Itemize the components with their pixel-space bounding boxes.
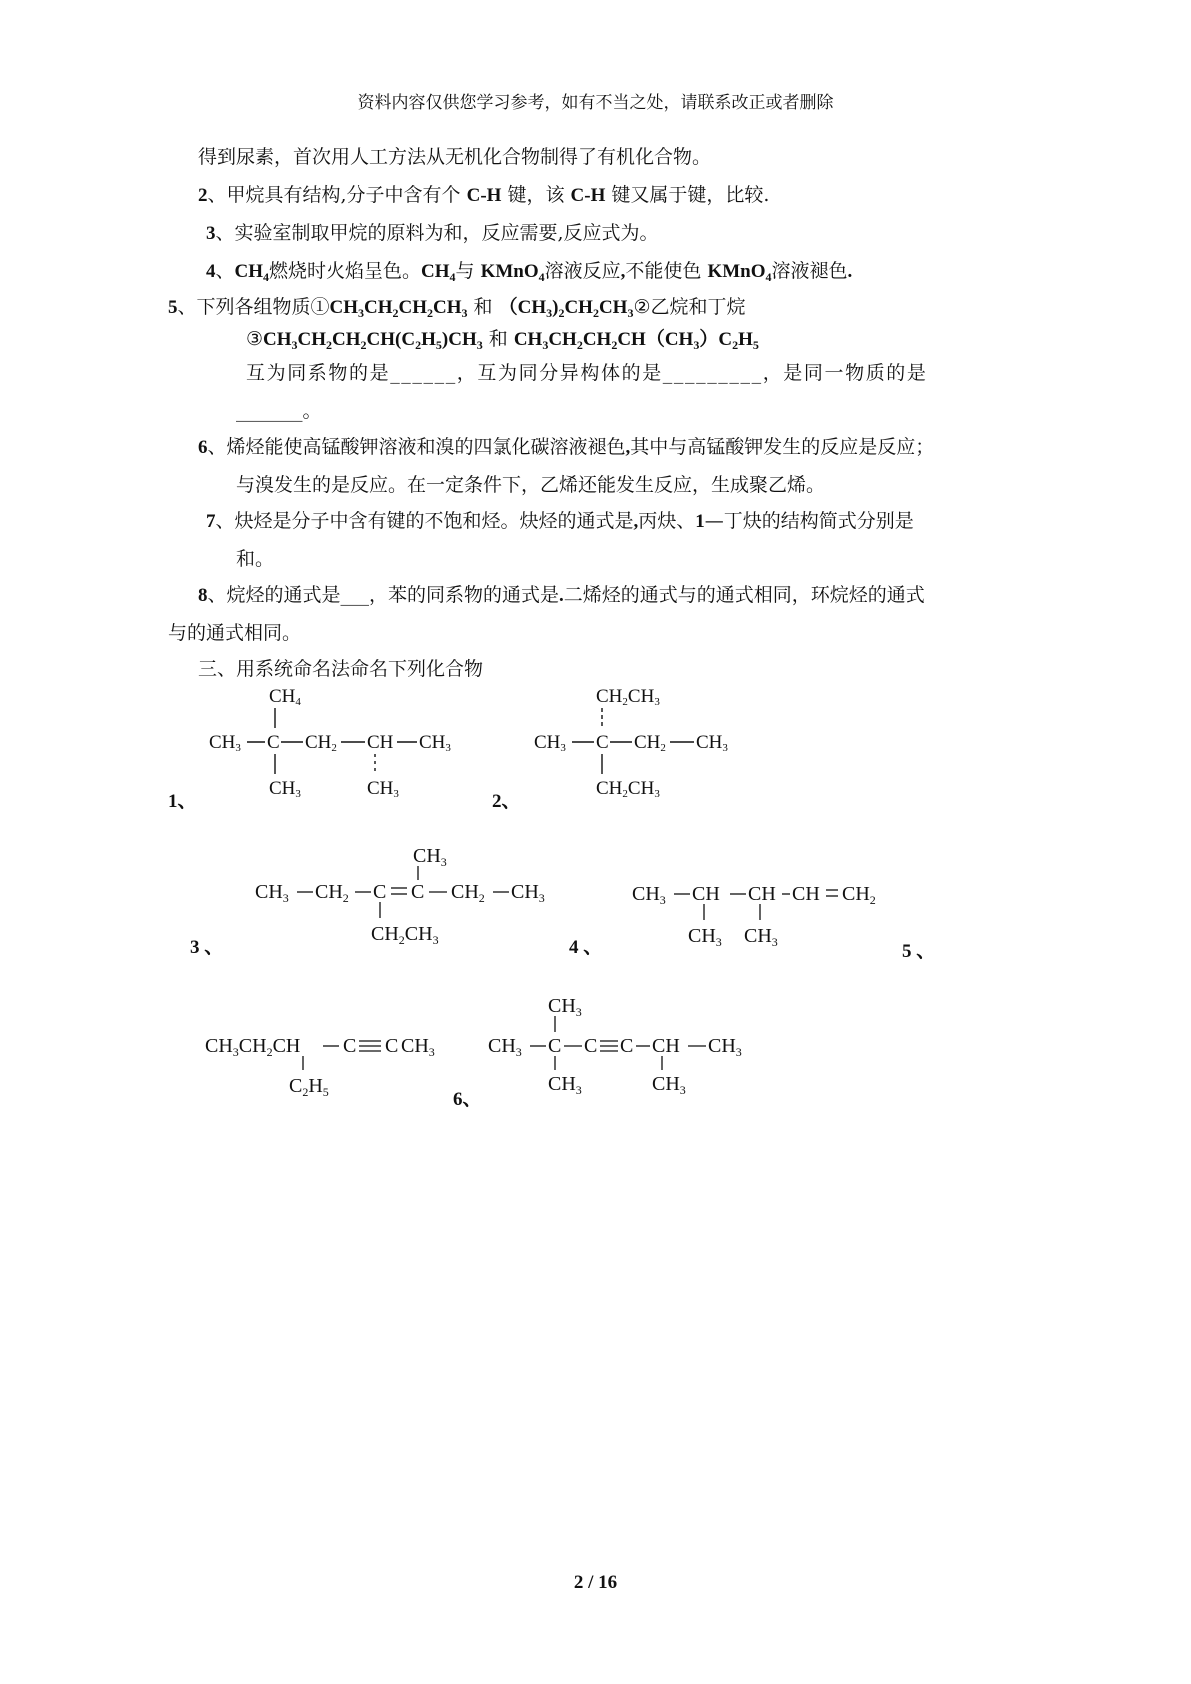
q2-bond2: C-H: [570, 185, 606, 206]
question-5-blanks: 互为同系物的是______，互为同分异构体的是_________，是同一物质的是: [246, 362, 928, 384]
q4-t1: 燃烧时火焰呈色。: [269, 260, 422, 282]
q6-number: 6: [198, 437, 208, 458]
svg-text:C: C: [620, 1035, 634, 1057]
label-4: 4 、: [569, 937, 603, 958]
q5-t1: 、下列各组物质①: [177, 296, 330, 318]
svg-text:CH3: $CH_3$: [401, 1035, 435, 1059]
q2-text: 、甲烷具有结构,分子中含有个: [207, 184, 467, 206]
page-number: 2 / 16: [573, 1572, 618, 1593]
q8-t2: 二烯烃的通式与的通式相同，环烷烃的通式: [563, 584, 925, 606]
svg-text:CH3: $CH_3$: [632, 883, 666, 907]
q4-t4: 不能使色: [625, 260, 708, 282]
q7-t1: 、炔烃是分子中含有键的不饱和烃。炔烃的通式是: [215, 510, 634, 532]
svg-text:C: C: [385, 1035, 399, 1057]
section-3-heading: 三、用系统命名法命名下列化合物: [198, 658, 484, 680]
q7-number: 7: [206, 511, 216, 532]
q4-sub-d: 4: [765, 270, 772, 284]
q8-number: 8: [198, 585, 208, 606]
svg-text:CH3: CH3: [269, 778, 301, 800]
label-2: 2、: [492, 791, 521, 812]
svg-text:CH2: CH2: [305, 732, 337, 754]
q4-kmno4: KMnO: [480, 261, 539, 282]
label-1: 1、: [168, 791, 197, 812]
svg-text:CH3: $CH_3$: [511, 881, 545, 905]
svg-text:CH3: CH3: [209, 732, 241, 754]
svg-text:CH3: $CH_3$: [744, 925, 778, 949]
svg-text:CH: CH: [367, 732, 394, 753]
question-5-blank-end: _______。: [236, 400, 322, 422]
svg-text:CH: CH: [652, 1035, 680, 1057]
q5-formula-4: $CH_3CH_2CH_2CH(CH_3)C_2H_5$: [513, 329, 759, 352]
q4-sub-c: 4: [538, 270, 545, 284]
q5-number: 5: [168, 297, 178, 318]
q4-ch: CH: [234, 261, 264, 282]
q5-and: 和: [467, 296, 499, 318]
svg-text:CH2CH3: CH2CH3: [596, 778, 660, 800]
svg-text:CH: CH: [792, 883, 820, 905]
svg-text:CH3: CH3: [419, 732, 451, 754]
q2-text2: 键，该: [501, 184, 571, 206]
svg-text:C2H5: $C_2H_5$: [289, 1075, 329, 1099]
structure-4: [632, 870, 892, 950]
svg-text:C: C: [584, 1035, 598, 1057]
q2-text3: 键又属于键，比较.: [605, 184, 770, 206]
question-4: [206, 258, 852, 285]
svg-text:CH2: CH2: [634, 732, 666, 754]
q5-circle-3: ③: [246, 328, 264, 350]
q4-sub-b: 4: [449, 270, 456, 284]
svg-text:CH3: $CH_3$: [708, 1035, 742, 1059]
svg-text:CH3: $CH_3$: [255, 881, 289, 905]
svg-text:C: C: [343, 1035, 357, 1057]
question-6-line1: [198, 434, 934, 461]
svg-text:CH3: $CH_3$: [652, 1073, 686, 1097]
q5-t2: ②乙烷和丁烷: [633, 296, 746, 318]
structure-5: [205, 1024, 455, 1104]
svg-text:CH3CH2CH: $CH_3CH_2CH$: [205, 1035, 301, 1059]
svg-text:CH2CH3: $CH_2CH_3$: [371, 923, 439, 947]
q3-number: 3: [206, 223, 216, 244]
question-5-line1: [168, 294, 746, 321]
svg-text:CH3: CH3: [696, 732, 728, 754]
svg-text:C: C: [596, 732, 609, 753]
svg-text:C: C: [411, 881, 425, 903]
label-6: 6、: [453, 1089, 482, 1110]
question-8-line2: 与的通式相同。: [168, 622, 302, 644]
question-3: [206, 220, 659, 247]
q4-t5: 溶液褪色: [771, 260, 848, 282]
q3-text: 、实验室制取甲烷的原料为和，反应需要,反应式为。: [215, 222, 659, 244]
svg-text:CH: CH: [692, 883, 720, 905]
svg-text:CH3: $CH_3$: [548, 995, 582, 1019]
svg-text:C: C: [548, 1035, 562, 1057]
question-2: [198, 182, 769, 209]
q6-t1: 、烯烃能使高锰酸钾溶液和溴的四氯化碳溶液褪色: [207, 436, 626, 458]
q4-number: 4: [206, 261, 216, 282]
q7-one: 1: [695, 511, 705, 532]
paragraph-line-1: 得到尿素，首次用人工方法从无机化合物制得了有机化合物。: [198, 146, 712, 168]
q5-formula-1: $CH_3CH_2CH_2CH_3$: [329, 297, 468, 320]
q4-ch-b: CH: [421, 261, 450, 282]
q4-comma: ,: [620, 261, 626, 282]
svg-text:CH2: $CH_2$: [842, 883, 876, 907]
svg-text:CH3: CH3: [367, 778, 399, 800]
svg-text:C: C: [373, 881, 387, 903]
q6-t2: 其中与高锰酸钾发生的反应是反应；: [630, 436, 935, 458]
question-7-line2: 和。: [236, 548, 275, 570]
svg-text:CH3: CH3: [534, 732, 566, 754]
svg-text:CH2CH3: CH2CH3: [596, 686, 660, 708]
question-8-line1: [198, 582, 925, 609]
q5-formula-2: $(CH_3)_2CH_2CH_3$: [498, 297, 634, 320]
question-7-line1: [206, 508, 914, 535]
label-3: 3 、: [190, 937, 224, 958]
q8-t1: 、烷烃的通式是___，苯的同系物的通式是: [207, 584, 560, 606]
q8-dot: .: [559, 585, 564, 606]
q4-kmno4-b: KMnO: [707, 261, 766, 282]
q7-t2: 丙炔、: [638, 510, 696, 532]
q4-sub: 4: [263, 270, 270, 284]
svg-text:C: C: [267, 732, 280, 753]
q2-number: 2: [198, 185, 208, 206]
svg-text:CH4: CH4: [269, 686, 301, 708]
svg-text:CH3: $CH_3$: [488, 1035, 522, 1059]
label-5: 5 、: [902, 941, 936, 962]
q6-comma: ,: [625, 437, 631, 458]
svg-text:CH: CH: [748, 883, 776, 905]
q7-t3: —丁炔的结构简式分别是: [704, 510, 914, 532]
svg-text:CH3: $CH_3$: [548, 1073, 582, 1097]
structure-2: [534, 680, 754, 800]
svg-text:CH3: $CH_3$: [413, 845, 447, 869]
structure-6: [488, 990, 758, 1100]
structure-3: [255, 840, 555, 950]
question-5-line2: [246, 326, 759, 353]
q2-bond: C-H: [466, 185, 502, 206]
q5-formula-3: $CH_3CH_2CH_2CH(C_2H_5)CH_3$: [263, 329, 483, 352]
structure-1: [205, 680, 465, 800]
question-6-line2: 与溴发生的是反应。在一定条件下，乙烯还能发生反应，生成聚乙烯。: [236, 474, 826, 496]
q4-t3: 溶液反应: [544, 260, 621, 282]
q5-and-2: 和: [482, 328, 514, 350]
svg-text:CH3: $CH_3$: [688, 925, 722, 949]
q4-dot: .: [847, 261, 853, 282]
q4-t2: 与: [455, 260, 481, 282]
svg-text:CH2: $CH_2$: [451, 881, 485, 905]
page-header-note: 资料内容仅供您学习参考，如有不当之处，请联系改正或者删除: [357, 93, 834, 113]
q4-sep: 、: [215, 260, 235, 282]
q7-comma: ,: [633, 511, 639, 532]
svg-text:CH2: $CH_2$: [315, 881, 349, 905]
